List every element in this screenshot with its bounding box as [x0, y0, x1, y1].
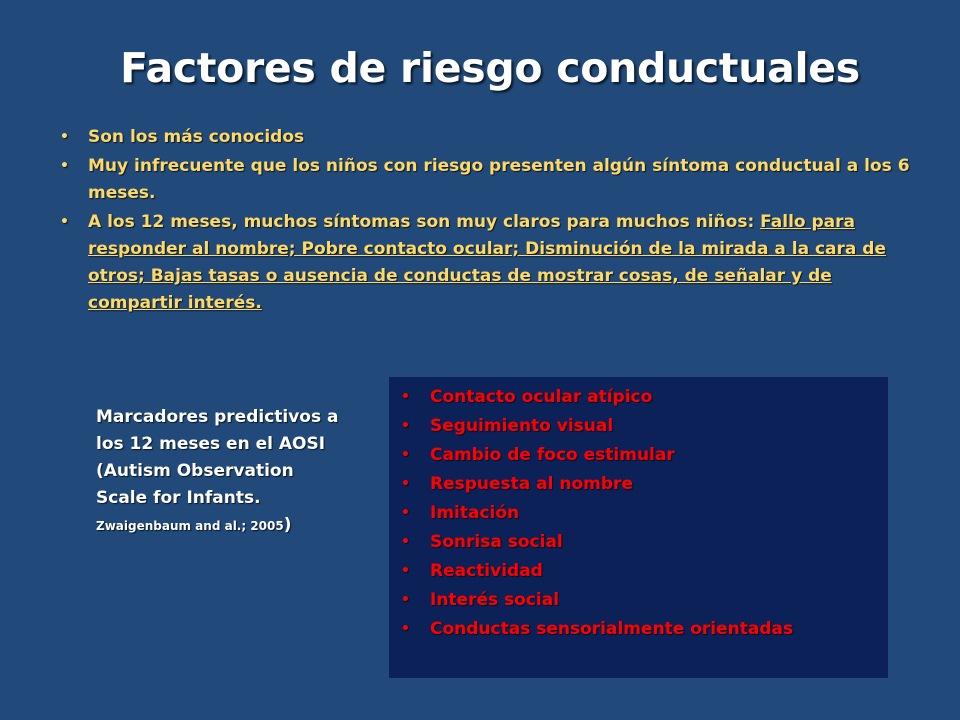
marker-item: [401, 470, 793, 499]
aosi-description-closing: ): [283, 515, 292, 535]
marker-item: [401, 528, 793, 557]
bullet-icon: •: [401, 505, 410, 521]
bullet-icon: •: [401, 621, 410, 637]
marker-item: [401, 412, 793, 441]
bullet-icon: •: [401, 534, 410, 550]
aosi-citation: Zwaigenbaum and al.; 2005: [96, 519, 284, 533]
top-bullet-item: [60, 124, 920, 151]
marker-text: Imitación: [430, 503, 520, 523]
marker-text: Seguimiento visual: [430, 416, 614, 436]
bullet-icon: •: [60, 158, 69, 174]
bullet-icon: •: [401, 447, 410, 463]
top-bullet-underlined-text: Fallo para responder al nombre; Pobre contacto ocular; Disminución de la mirada a la cara de otros; Bajas tasas o ausencia de conductas de mostrar cosas, de señalar y de compartir interés.: [88, 212, 886, 313]
bullet-icon: •: [401, 563, 410, 579]
marker-item: [401, 615, 793, 644]
top-bullet-item: [60, 209, 920, 317]
top-bullet-text: Son los más conocidos: [88, 127, 305, 147]
marker-text: Cambio de foco estimular: [430, 445, 675, 465]
marker-item: [401, 383, 793, 412]
top-bullet-list: [60, 124, 920, 319]
top-bullet-text: A los 12 meses, muchos síntomas son muy claros para muchos niños:: [88, 212, 761, 232]
slide-title: Factores de riesgo conductuales: [120, 44, 860, 92]
marker-text: Contacto ocular atípico: [430, 387, 653, 407]
markers-list: [401, 383, 793, 644]
marker-text: Interés social: [430, 590, 560, 610]
markers-panel: [389, 377, 888, 678]
bullet-icon: •: [401, 476, 410, 492]
top-bullet-text: Muy infrecuente que los niños con riesgo presenten algún síntoma conductual a los 6 meses.: [88, 156, 910, 203]
bullet-icon: •: [401, 592, 410, 608]
bullet-icon: •: [401, 418, 410, 434]
bullet-icon: •: [60, 129, 69, 145]
marker-text: Respuesta al nombre: [430, 474, 633, 494]
aosi-description-main: Marcadores predictivos a los 12 meses en el AOSI (Autism Observation Scale for Infants.: [96, 407, 339, 508]
aosi-description: [96, 404, 344, 540]
marker-item: [401, 586, 793, 615]
marker-item: [401, 499, 793, 528]
marker-text: Conductas sensorialmente orientadas: [430, 619, 794, 639]
bullet-icon: •: [60, 214, 69, 230]
marker-text: Reactividad: [430, 561, 543, 581]
marker-item: [401, 557, 793, 586]
top-bullet-item: [60, 153, 920, 207]
marker-item: [401, 441, 793, 470]
marker-text: Sonrisa social: [430, 532, 563, 552]
bullet-icon: •: [401, 389, 410, 405]
